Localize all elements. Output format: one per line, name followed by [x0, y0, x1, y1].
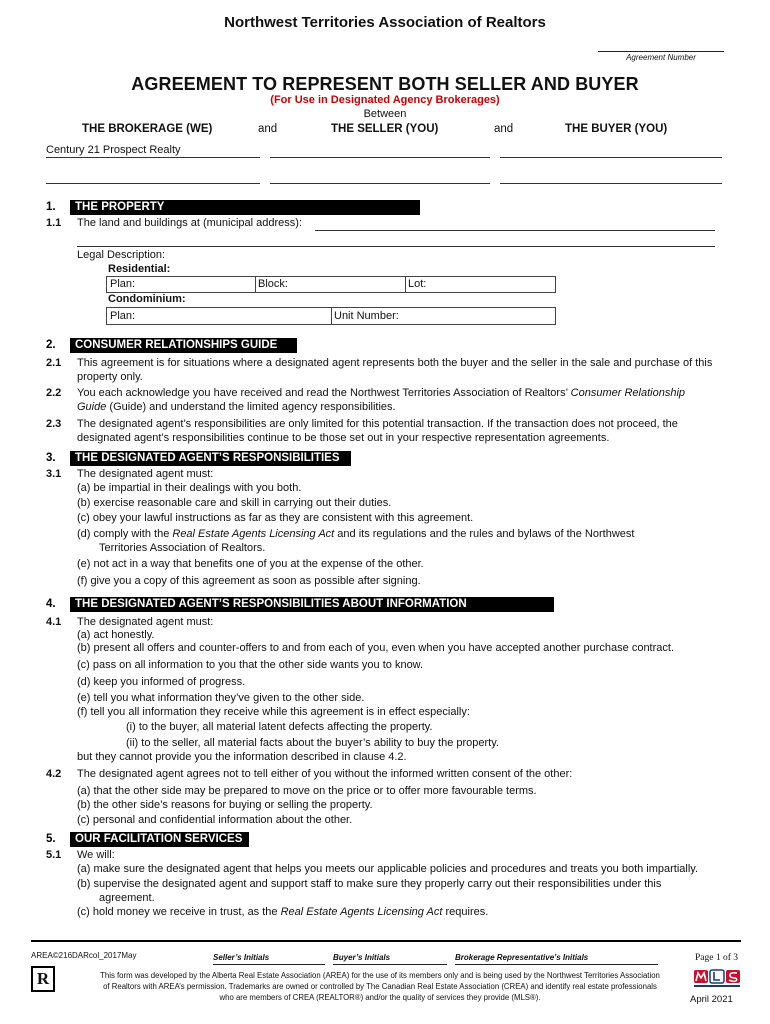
divider — [331, 308, 332, 324]
brokerage-initials-label: Brokerage Representative’s Initials — [455, 953, 589, 962]
page-title: AGREEMENT TO REPRESENT BOTH SELLER AND BUYER — [131, 74, 639, 94]
act-title: Real Estate Agents Licensing Act — [172, 528, 335, 540]
section-5-title: OUR FACILITATION SERVICES — [75, 833, 243, 845]
realtor-logo-letter: R — [36, 969, 50, 988]
mls-logo-graphic — [693, 968, 741, 988]
guide-title: Guide — [77, 401, 107, 413]
clause-text-line: property only. — [77, 371, 143, 383]
page-subtitle: (For Use in Designated Agency Brokerages) — [270, 94, 500, 106]
organization-name: Northwest Territories Association of Realtors — [224, 14, 546, 31]
realtor-logo-icon — [31, 966, 55, 992]
condominium-box — [106, 307, 556, 325]
clause-number: 2.3 — [46, 418, 62, 430]
list-item: (b) the other side’s reasons for buying or selling the property. — [77, 799, 373, 811]
legal-description-label: Legal Description: — [77, 249, 166, 261]
seller-label: THE SELLER (YOU) — [331, 123, 439, 135]
disclaimer — [90, 970, 670, 1003]
lot-label: Lot: — [408, 278, 427, 290]
divider — [405, 277, 406, 292]
clause-text: We will: — [77, 849, 115, 861]
clause-number: 3.1 — [46, 468, 62, 480]
condo-plan-label: Plan: — [110, 310, 136, 322]
clause-number: 1.1 — [46, 217, 62, 229]
clause-number: 4.1 — [46, 616, 62, 628]
list-item-text: and its regulations and the rules and bylaws of the Northwest — [337, 528, 635, 540]
seller-line-1 — [270, 157, 490, 158]
residential-box — [106, 276, 556, 293]
disclaimer-line: of Realtors with AREA’s permission. Trademarks are owned or controlled by The Canadian Real Estate Association (CREA) and identify real estate professionals — [103, 982, 657, 991]
clause-text-line — [77, 400, 722, 415]
list-item — [77, 905, 488, 920]
list-item-text: (d) comply with the — [77, 528, 170, 540]
agreement-number-label: Agreement Number — [626, 53, 696, 62]
section-5-header — [46, 832, 249, 847]
buyer-line-2[interactable] — [500, 183, 722, 184]
between-label: Between — [363, 108, 407, 120]
list-item-text: requires. — [445, 906, 489, 918]
clause-text-line: The designated agent’s responsibilities are only limited for this potential transaction. If the transaction does not proceed, the — [77, 418, 678, 430]
list-item — [77, 527, 634, 542]
clause-text: (Guide) and understand the limited agency responsibilities. — [109, 401, 396, 413]
clause-text: The designated agent agrees not to tell either of you without the informed written consent of the other: — [77, 768, 573, 780]
list-item: (b) supervise the designated agent and support staff to make sure they properly carry out their responsibilities under this — [77, 878, 662, 890]
list-item-text: (c) hold money we receive in trust, as the — [77, 906, 278, 918]
section-2-header — [46, 338, 297, 353]
mls-logo-icon — [693, 968, 741, 988]
list-item: (a) act honestly. — [77, 629, 155, 641]
section-2-number: 2. — [46, 338, 70, 353]
buyer-initials-label: Buyer’s Initials — [333, 953, 391, 962]
list-item: (a) that the other side may be prepared to move on the price or to offer more favourable terms. — [77, 785, 537, 797]
section-4-header — [46, 597, 554, 612]
section-1-header — [46, 200, 420, 215]
footer-divider — [31, 940, 741, 942]
section-1-title: THE PROPERTY — [75, 201, 165, 213]
clause-number: 5.1 — [46, 849, 62, 861]
act-title: Real Estate Agents Licensing Act — [280, 906, 443, 918]
list-item: (a) make sure the designated agent that helps you meets our applicable policies and procedures and treats you both impartially. — [77, 863, 699, 875]
brokerage-name-field[interactable]: Century 21 Prospect Realty — [46, 144, 181, 156]
section-2-title: CONSUMER RELATIONSHIPS GUIDE — [75, 339, 278, 351]
brokerage-line-1 — [46, 157, 260, 158]
section-5-number: 5. — [46, 832, 70, 847]
list-subitem: (ii) to the seller, all material facts about the buyer’s ability to buy the property. — [126, 737, 499, 749]
buyer-label: THE BUYER (YOU) — [565, 123, 668, 135]
form-code: AREA©216DARcol_2017May — [31, 951, 137, 960]
disclaimer-line: who are members of CREA (REALTOR®) and/or the quality of services they provide (MLS®). — [219, 993, 541, 1002]
brokerage-initials-field[interactable] — [455, 964, 658, 965]
brokerage-label: THE BROKERAGE (WE) — [82, 123, 213, 135]
and-label-2: and — [494, 123, 514, 135]
list-item: (f) give you a copy of this agreement as soon as possible after signing. — [77, 575, 421, 587]
seller-initials-field[interactable] — [213, 964, 325, 965]
list-item-note: but they cannot provide you the information described in clause 4.2. — [77, 751, 407, 763]
list-subitem: (i) to the buyer, all material latent defects affecting the property. — [126, 721, 433, 733]
buyer-initials-field[interactable] — [333, 964, 447, 965]
list-item: (c) pass on all information to you that the other side wants you to know. — [77, 659, 424, 671]
list-item: (f) tell you all information they receive while this agreement is in effect especially: — [77, 706, 470, 718]
condominium-label: Condominium: — [108, 293, 186, 305]
brokerage-line-2[interactable] — [46, 183, 260, 184]
clause-number: 4.2 — [46, 768, 62, 780]
disclaimer-line: This form was developed by the Alberta Real Estate Association (AREA) for the use of its members only and is being used by the Northwest Territories Association — [100, 971, 660, 980]
seller-line-2[interactable] — [270, 183, 490, 184]
agreement-number-line[interactable] — [598, 51, 724, 52]
section-3-number: 3. — [46, 451, 70, 466]
address-line-2[interactable] — [77, 246, 715, 247]
residential-label: Residential: — [108, 263, 171, 275]
address-line-1[interactable] — [315, 230, 715, 231]
section-4-number: 4. — [46, 597, 70, 612]
clause-text: The land and buildings at (municipal address): — [77, 217, 303, 229]
list-item: (b) exercise reasonable care and skill in carrying out their duties. — [77, 497, 392, 509]
divider — [255, 277, 256, 292]
list-item: (d) keep you informed of progress. — [77, 676, 246, 688]
list-item: (b) present all offers and counter-offers to and from each of you, even when you have accepted another purchase contract. — [77, 642, 675, 654]
plan-label: Plan: — [110, 278, 136, 290]
clause-text-line: designated agent’s responsibilities continue to be those set out in your respective representation agreements. — [77, 432, 610, 444]
section-3-title: THE DESIGNATED AGENT’S RESPONSIBILITIES — [75, 452, 340, 464]
list-item: (c) obey your lawful instructions as far as they are consistent with this agreement. — [77, 512, 474, 524]
clause-text: You each acknowledge you have received and read the Northwest Territories Association of Realtors’ — [77, 387, 568, 399]
list-item: (e) not act in a way that benefits one of you at the expense of the other. — [77, 558, 424, 570]
list-item: (a) be impartial in their dealings with you both. — [77, 482, 302, 494]
list-item-continuation: agreement. — [99, 892, 155, 904]
clause-number: 2.1 — [46, 357, 62, 369]
guide-title: Consumer Relationship — [570, 387, 686, 399]
section-4-title: THE DESIGNATED AGENT’S RESPONSIBILITIES ABOUT INFORMATION — [75, 598, 467, 610]
section-1-number: 1. — [46, 200, 70, 215]
page-number: Page 1 of 3 — [695, 953, 739, 963]
section-3-header — [46, 451, 351, 466]
clause-text: The designated agent must: — [77, 468, 214, 480]
clause-text-line — [77, 386, 722, 401]
form-date: April 2021 — [690, 994, 733, 1005]
list-item-continuation: Territories Association of Realtors. — [99, 542, 266, 554]
block-label: Block: — [258, 278, 288, 290]
list-item: (e) tell you what information they’ve given to the other side. — [77, 692, 365, 704]
and-label-1: and — [258, 123, 278, 135]
buyer-line-1 — [500, 157, 722, 158]
clause-text: The designated agent must: — [77, 616, 214, 628]
clause-number: 2.2 — [46, 387, 62, 399]
clause-text-line: This agreement is for situations where a designated agent represents both the buyer and the seller in the sale and purchase of this — [77, 357, 713, 369]
seller-initials-label: Seller’s Initials — [213, 953, 270, 962]
list-item: (c) personal and confidential information about the other. — [77, 814, 353, 826]
unit-number-label: Unit Number: — [334, 310, 399, 322]
clause-1-1 — [0, 216, 770, 231]
